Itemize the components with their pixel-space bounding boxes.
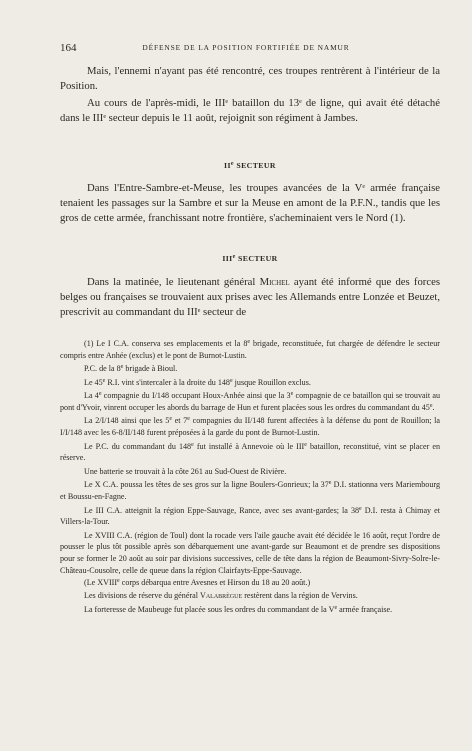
footnote-maubeuge: La forteresse de Maubeuge fut placée sous les ordres du commandant de la Ve armée française. (84, 604, 393, 614)
footnote-45e-ri: Le 45e R.I. vint s'intercaler à la droite du 148e jusque Rouillon exclus. (84, 377, 311, 387)
footnote-2-i-148: La 2/I/148 ainsi que les 5e et 7e compagnies du II/148 furent affectées à la défense du pont de Rouillon; la I/I/148 avec les 6-8/II/148 furent préposées à la garde du pont de Burnot-Lustin. (60, 416, 441, 438)
paragraph-1: Mais, l'ennemi n'ayant pas été rencontré, ces troupes rentrèrent à l'intérieur de la Position. (60, 65, 440, 92)
paragraph-2: Au cours de l'après-midi, le IIIe bataillon du 13e de ligne, qui avait été détaché dans le IIIe secteur depuis le 11 août, rejoignit son régiment à Jambes. (60, 97, 440, 124)
footnote-batterie: Une batterie se trouvait à la côte 261 au Sud-Ouest de Rivière. (84, 466, 287, 476)
section-heading-iii: IIIe SECTEUR (222, 254, 278, 263)
footnote-x-ca: Le X C.A. poussa les têtes de ses gros sur la ligne Boulers-Gonrieux; la 37e D.I. stationna vers Mariembourg et Boussu-en-Fagne. (60, 480, 440, 502)
footnote-iii-ca: Le III C.A. atteignit la région Eppe-Sauvage, Rance, avec ses avant-gardes; la 38e D.I. resta à Chimay et Villers-la-Tour. (60, 505, 440, 527)
paragraph-3: Dans l'Entre-Sambre-et-Meuse, les troupes avancées de la Ve armée française tenaient les passages sur la Sambre et sur la Meuse en amont de la P.F.N., tandis que les gros de cette armée, franchissant notre frontière, s'acheminaient vers le Nord (1). (60, 182, 441, 224)
footnote-pc-8e-brigade: P.C. de la 8e brigade à Bioul. (84, 364, 178, 374)
footnote-divisions-reserve: Les divisions de réserve du général Valabrègue restèrent dans la région de Vervins. (84, 591, 358, 601)
footnote-1: (1) Le I C.A. conserva ses emplacements et la 8e brigade, reconstituée, fut chargée de défendre le secteur compris entre Anhée (exclus) et le pont de Burnot-Lustin. (60, 339, 440, 360)
footnotes (60, 338, 440, 617)
running-title: DÉFENSE DE LA POSITION FORTIFIÉE DE NAMUR (142, 43, 350, 52)
page-header (60, 42, 432, 56)
page-number: 164 (60, 42, 77, 54)
paragraph-4: Dans la matinée, le lieutenant général Michel ayant été informé que des forces belges ou françaises se trouvaient aux prises avec les Allemands entre Lonzée et Beuzet, prescrivit au commandant du IIIe secteur de (60, 276, 440, 318)
section-heading-ii: IIe SECTEUR (224, 161, 276, 170)
footnote-pc-148e: Le P.C. du commandant du 148e fut installé à Annevoie où le IIIe bataillon, reconstitué, vint se placer en réserve. (60, 441, 440, 463)
footnote-xviii-ca: Le XVIII C.A. (région de Toul) dont la rocade vers l'aile gauche avait été décidée le 16 août, reçut l'ordre de pousser le plus tôt possible après son débarquement une avant-garde sur Beaumont et de prendre ses dispositions pour se former le 20 août au soir par divisions successives, celle de tête dans la région de Beaumont-Sivry-Solre-le-Château-Cousolre, celle de queue dans la région Clairfayts-Eppe-Sauvage. (60, 530, 440, 575)
footnote-4e-compagnie: La 4e compagnie du I/148 occupant Houx-Anhée ainsi que la 3e compagnie de ce bataillon qui se trouvait au pont d'Yvoir, vinrent occuper les abords du barrage de Hun et furent placées sous les ordres du commandant du 45e. (60, 391, 440, 412)
footnote-xviii-corps: (Le XVIIIe corps débarqua entre Avesnes et Hirson du 18 au 20 août.) (84, 577, 311, 587)
